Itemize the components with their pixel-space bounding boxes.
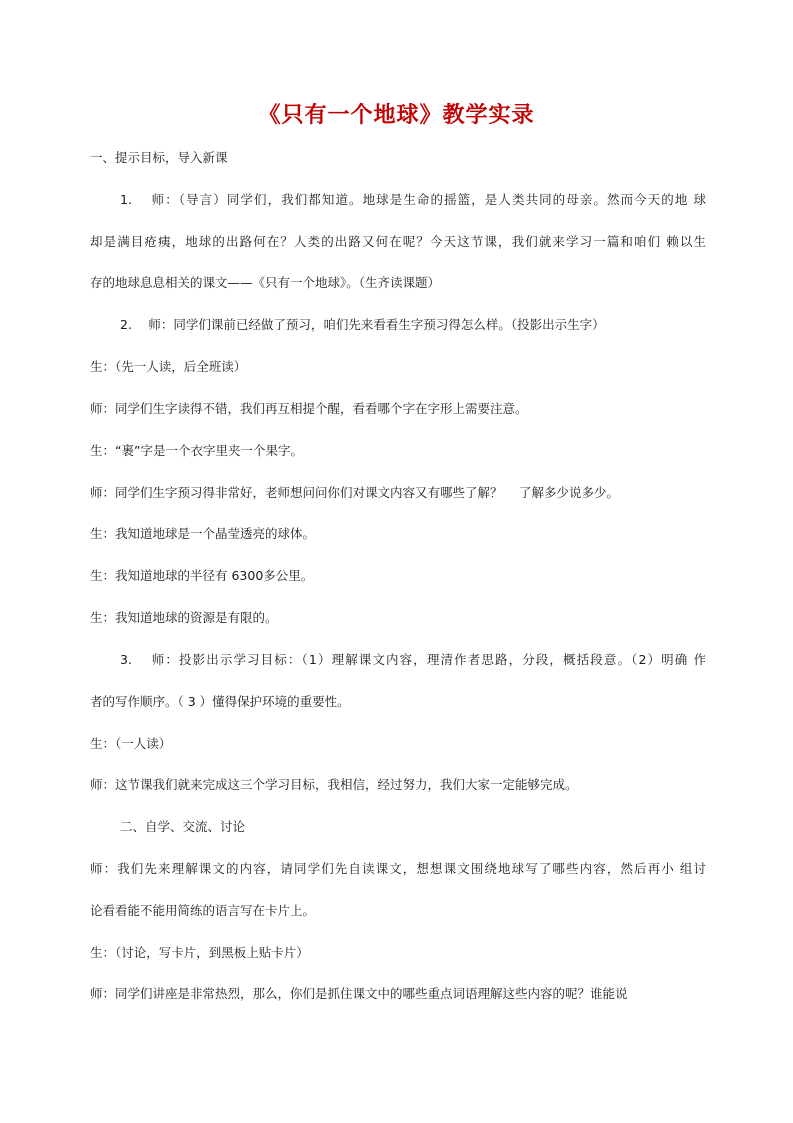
paragraph-line: 生：（讨论，写卡片，到黑板上贴卡片） xyxy=(90,945,309,960)
paragraph-line: 师：同学们讲座是非常热烈，那么，你们是抓住课文中的哪些重点词语理解这些内容的呢？谁能说 xyxy=(90,986,628,1001)
paragraph-line: 论看看能不能用简练的语言写在卡片上。 xyxy=(90,903,316,918)
paragraph-line: 师：我们先来理解课文的内容，请同学们先自读课文，想想课文围绕地球写了哪些内容，然后再小 组讨 xyxy=(90,861,706,876)
paragraph-line: 1. 师：（导言）同学们，我们都知道。地球是生命的摇篮，是人类共同的母亲。然而今天的地 球 xyxy=(120,192,706,207)
section-heading-2: 二、自学、交流、讨论 xyxy=(120,819,246,834)
paragraph-line: 生：我知道地球的资源是有限的。 xyxy=(90,610,278,625)
paragraph-line: 生：“裹”字是一个衣字里夹一个果字。 xyxy=(90,443,303,458)
paragraph-line: 3. 师：投影出示学习目标：（1）理解课文内容，理清作者思路，分段，概括段意。（2）明确 作 xyxy=(120,652,706,667)
paragraph-line: 生：我知道地球是一个晶莹透亮的球体。 xyxy=(90,526,316,541)
paragraph-line: 师：同学们生字预习得非常好，老师想问问你们对课文内容又有哪些了解？ 了解多少说多少。 xyxy=(90,485,619,500)
section-heading-1: 一、提示目标，导入新课 xyxy=(90,150,228,165)
paragraph-line: 生：（一人读） xyxy=(90,736,172,751)
paragraph-line: 师：这节课我们就来完成这三个学习目标，我相信，经过努力，我们大家一定能够完成。 xyxy=(90,777,578,792)
paragraph-line: 生：我知道地球的半径有 6300多公里。 xyxy=(90,568,314,583)
paragraph-line: 师：同学们生字读得不错，我们再互相提个醒，看看哪个字在字形上需要注意。 xyxy=(90,401,528,416)
paragraph-line: 2. 师：同学们课前已经做了预习，咱们先来看看生字预习得怎么样。（投影出示生字） xyxy=(120,317,605,332)
paragraph-line: 却是满目疮痍，地球的出路何在？人类的出路又何在呢？今天这节课，我们就来学习一篇和咱们 赖以生 xyxy=(90,234,706,249)
paragraph-line: 者的写作顺序。（ 3 ）懂得保护环境的重要性。 xyxy=(90,694,350,709)
paragraph-line: 生：（先一人读，后全班读） xyxy=(90,359,247,374)
document-title: 《只有一个地球》教学实录 xyxy=(258,102,535,128)
paragraph-line: 存的地球息息相关的课文——《只有一个地球》。（生齐读课题） xyxy=(90,275,441,290)
